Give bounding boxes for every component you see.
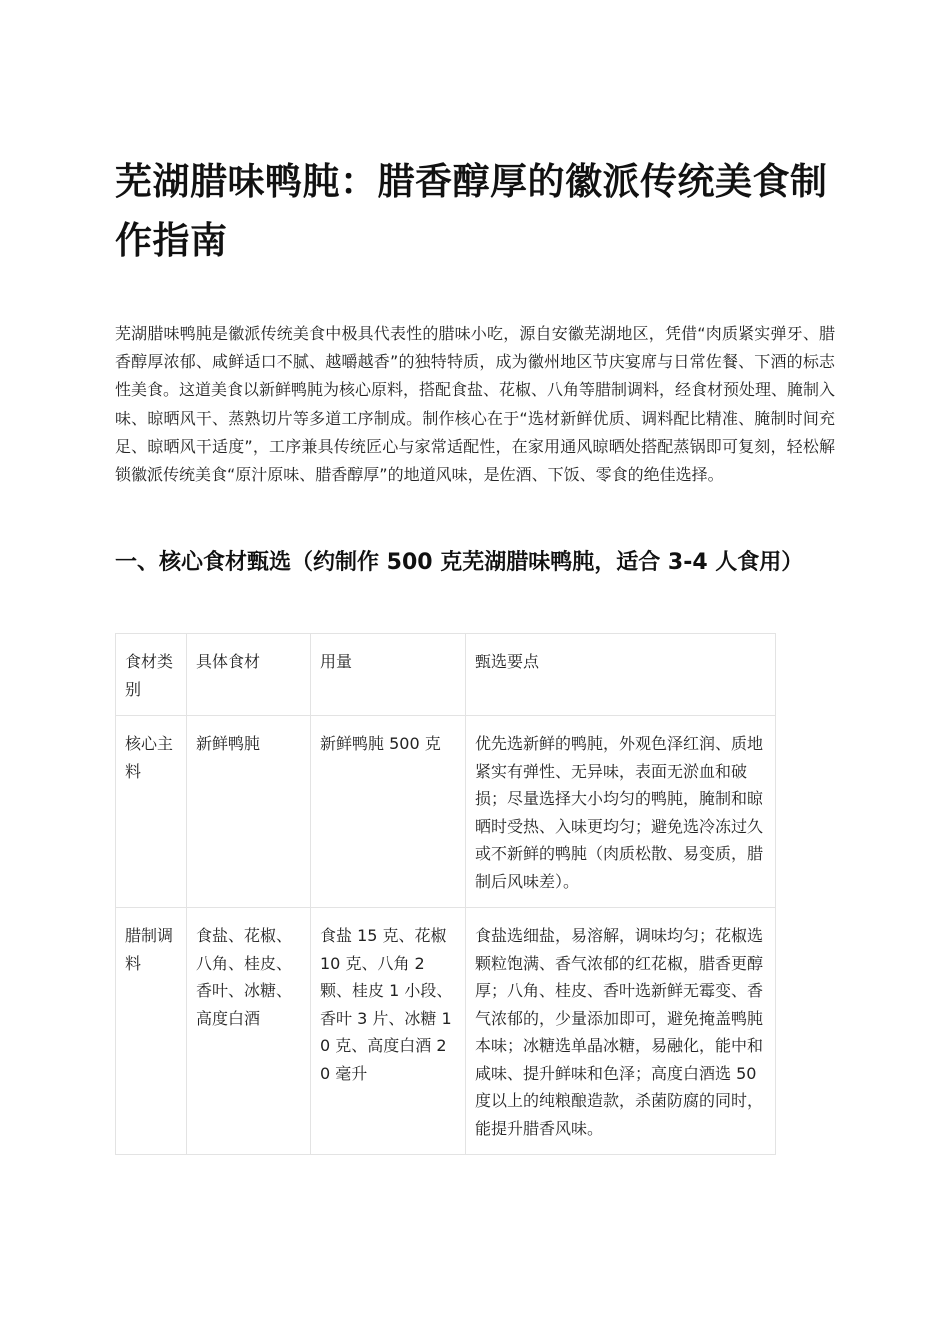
header-category: 食材类别 [116, 634, 187, 716]
header-notes: 甄选要点 [466, 634, 776, 716]
cell-amount: 食盐 15 克、花椒 10 克、八角 2 颗、桂皮 1 小段、香叶 3 片、冰糖 10 克、高度白酒 20 毫升 [311, 908, 466, 1155]
cell-notes: 食盐选细盐，易溶解，调味均匀；花椒选颗粒饱满、香气浓郁的红花椒，腊香更醇厚；八角、桂皮、香叶选新鲜无霉变、香气浓郁的，少量添加即可，避免掩盖鸭肫本味；冰糖选单晶冰糖，易融化，能中和咸味、提升鲜味和色泽；高度白酒选 50 度以上的纯粮酿造款，杀菌防腐的同时，能提升腊香风味。 [466, 908, 776, 1155]
ingredients-table [115, 633, 776, 1155]
cell-ingredient: 新鲜鸭肫 [187, 716, 311, 908]
intro-paragraph: 芜湖腊味鸭肫是徽派传统美食中极具代表性的腊味小吃，源自安徽芜湖地区，凭借“肉质紧实弹牙、腊香醇厚浓郁、咸鲜适口不腻、越嚼越香”的独特特质，成为徽州地区节庆宴席与日常佐餐、下酒的标志性美食。这道美食以新鲜鸭肫为核心原料，搭配食盐、花椒、八角等腊制调料，经食材预处理、腌制入味、晾晒风干、蒸熟切片等多道工序制成。制作核心在于“选材新鲜优质、调料配比精准、腌制时间充足、晾晒风干适度”，工序兼具传统匠心与家常适配性，在家用通风晾晒处搭配蒸锅即可复刻，轻松解锁徽派传统美食“原汁原味、腊香醇厚”的地道风味，是佐酒、下饭、零食的绝佳选择。 [115, 324, 836, 485]
table-row [116, 908, 776, 1155]
header-amount: 用量 [311, 634, 466, 716]
cell-notes: 优先选新鲜的鸭肫，外观色泽红润、质地紧实有弹性、无异味，表面无淤血和破损；尽量选择大小均匀的鸭肫，腌制和晾晒时受热、入味更均匀；避免选冷冻过久或不新鲜的鸭肫（肉质松散、易变质，腊制后风味差）。 [466, 716, 776, 908]
table-row [116, 716, 776, 908]
cell-amount: 新鲜鸭肫 500 克 [311, 716, 466, 908]
cell-category: 核心主料 [116, 716, 187, 908]
cell-ingredient: 食盐、花椒、八角、桂皮、香叶、冰糖、高度白酒 [187, 908, 311, 1155]
cell-category: 腊制调料 [116, 908, 187, 1155]
section-heading-ingredients: 一、核心食材甄选（约制作 500 克芜湖腊味鸭肫，适合 3-4 人食用） [115, 550, 804, 575]
document-title: 芜湖腊味鸭肫：腊香醇厚的徽派传统美食制作指南 [115, 160, 828, 262]
table-header-row [116, 634, 776, 716]
header-ingredient: 具体食材 [187, 634, 311, 716]
